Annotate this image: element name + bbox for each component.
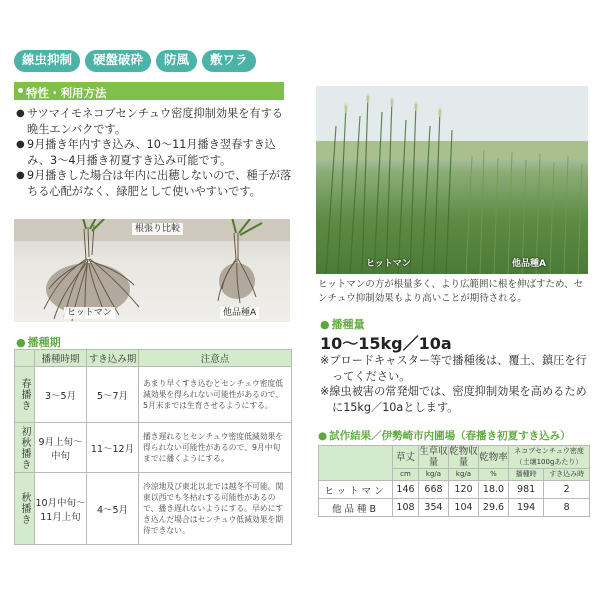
dry-cell: 120	[449, 481, 479, 499]
tag-nematode: 線虫抑制	[14, 50, 80, 72]
table-row	[319, 499, 590, 517]
note-cell: あまり早くすき込むとセンチュウ密度低減効果を得られない可能性があるので、5月末までは生育させるようにする。	[139, 367, 292, 423]
variety-name: 他品種B	[319, 499, 393, 517]
plow-cell: 11〜12月	[87, 423, 139, 473]
features-heading: 特性・利用方法	[14, 82, 284, 100]
field-photo-right-label: 他品種A	[512, 259, 546, 269]
fresh-cell: 668	[419, 481, 449, 499]
tag-mulch: 敷ワラ	[202, 50, 256, 72]
height-cell: 108	[393, 499, 419, 517]
seeding-rate-value: 10〜15kg／10a	[320, 334, 452, 353]
sub-col-sowing: 播種時	[509, 469, 544, 481]
tag-windbreak: 防風	[156, 50, 197, 72]
table-row	[15, 367, 292, 423]
at-plow-cell: 8	[544, 499, 590, 517]
table-row	[15, 423, 292, 473]
unit-dry: kg/a	[449, 469, 479, 481]
trial-col-name	[319, 446, 393, 481]
season-cell: 秋播き	[15, 473, 35, 545]
sow-col-plow: すき込み期	[87, 350, 139, 367]
sowing-period-table	[14, 349, 292, 545]
features-list	[16, 106, 292, 199]
trial-table	[318, 445, 590, 517]
dry-rate-cell: 29.6	[479, 499, 509, 517]
table-row	[15, 473, 292, 545]
field-photo-left-label: ヒットマン	[366, 259, 411, 269]
variety-name: ヒットマン	[319, 481, 393, 499]
dry-cell: 104	[449, 499, 479, 517]
at-sowing-cell: 981	[509, 481, 544, 499]
plow-cell: 5〜7月	[87, 367, 139, 423]
sub-col-plow: すき込み時	[544, 469, 590, 481]
period-cell: 9月上旬〜中旬	[35, 423, 87, 473]
at-sowing-cell: 194	[509, 499, 544, 517]
plow-cell: 4〜5月	[87, 473, 139, 545]
sow-col-note: 注意点	[139, 350, 292, 367]
seeding-rate-notes	[320, 353, 592, 415]
tag-pills	[14, 50, 256, 72]
roots-photo-left-label: ヒットマン	[64, 307, 115, 319]
sow-col-season	[15, 350, 35, 367]
roots-photo-title: 根張り比較	[132, 223, 183, 235]
at-plow-cell: 2	[544, 481, 590, 499]
tag-hardpan: 硬盤破砕	[85, 50, 151, 72]
unit-fresh: kg/a	[419, 469, 449, 481]
trial-col-dry: 乾物収量	[449, 446, 478, 468]
field-illustration	[316, 86, 588, 274]
fresh-cell: 354	[419, 499, 449, 517]
season-cell: 春播き	[15, 367, 35, 423]
trial-col-height: 草丈	[393, 446, 419, 469]
dry-rate-cell: 18.0	[479, 481, 509, 499]
trial-col-fresh: 生草収量	[419, 446, 448, 468]
feature-item: ● 9月播きした場合は年内に出穂しないので、種子が落ちる心配がなく、緑肥として使いやすいです。	[16, 168, 292, 199]
feature-item: ● 9月播き年内すき込み、10〜11月播き翌春すき込み、3〜4月播き初夏すき込み可能です。	[16, 137, 292, 168]
sow-col-period: 播種時期	[35, 350, 87, 367]
note-cell: 冷涼地及び東北以北では越冬不可能。関東以西でも冬枯れする可能性があるので、播き遅れないようにする。早めにすき込んだ場合はセンチュウ低減効果を期待できない。	[139, 473, 292, 545]
note-cell: 播き遅れるとセンチュウ密度低減効果を得られない可能性があるので、9月中旬までに播くようにする。	[139, 423, 292, 473]
unit-dry-rate: %	[479, 469, 509, 481]
roots-photo-right-label: 他品種A	[220, 307, 259, 319]
height-cell: 146	[393, 481, 419, 499]
feature-item: ● サツマイモネコブセンチュウ密度抑制効果を有する晩生エンバクです。	[16, 106, 292, 137]
seeding-note: ※線虫被害の常発畑では、密度抑制効果を高めるために15kg／10aとします。	[320, 385, 587, 414]
season-cell: 初秋播き	[15, 423, 35, 473]
sowing-period-heading: ● 播種期	[16, 336, 61, 349]
unit-height: cm	[393, 469, 419, 481]
photo-caption: ヒットマンの方が根量多く、より広範囲に根を伸ばすため、センチュウ抑制効果もより高いことが期待される。	[318, 279, 584, 304]
period-cell: 10月中旬〜11月上旬	[35, 473, 87, 545]
trial-col-nematode: ネコブセンチュウ密度（土壌100gあたり）	[509, 446, 590, 469]
field-photo	[316, 86, 588, 274]
period-cell: 3〜5月	[35, 367, 87, 423]
seeding-rate-heading: ● 播種量	[320, 318, 365, 331]
trial-heading: ● 試作結果／伊勢崎市内圃場（春播き初夏すき込み）	[318, 430, 571, 442]
roots-comparison-photo	[14, 219, 290, 322]
seeding-note: ※ブロードキャスター等で播種後は、覆土、鎮圧を行ってください。	[320, 354, 587, 383]
trial-col-dry-rate: 乾物率	[479, 446, 509, 469]
table-row	[319, 481, 590, 499]
